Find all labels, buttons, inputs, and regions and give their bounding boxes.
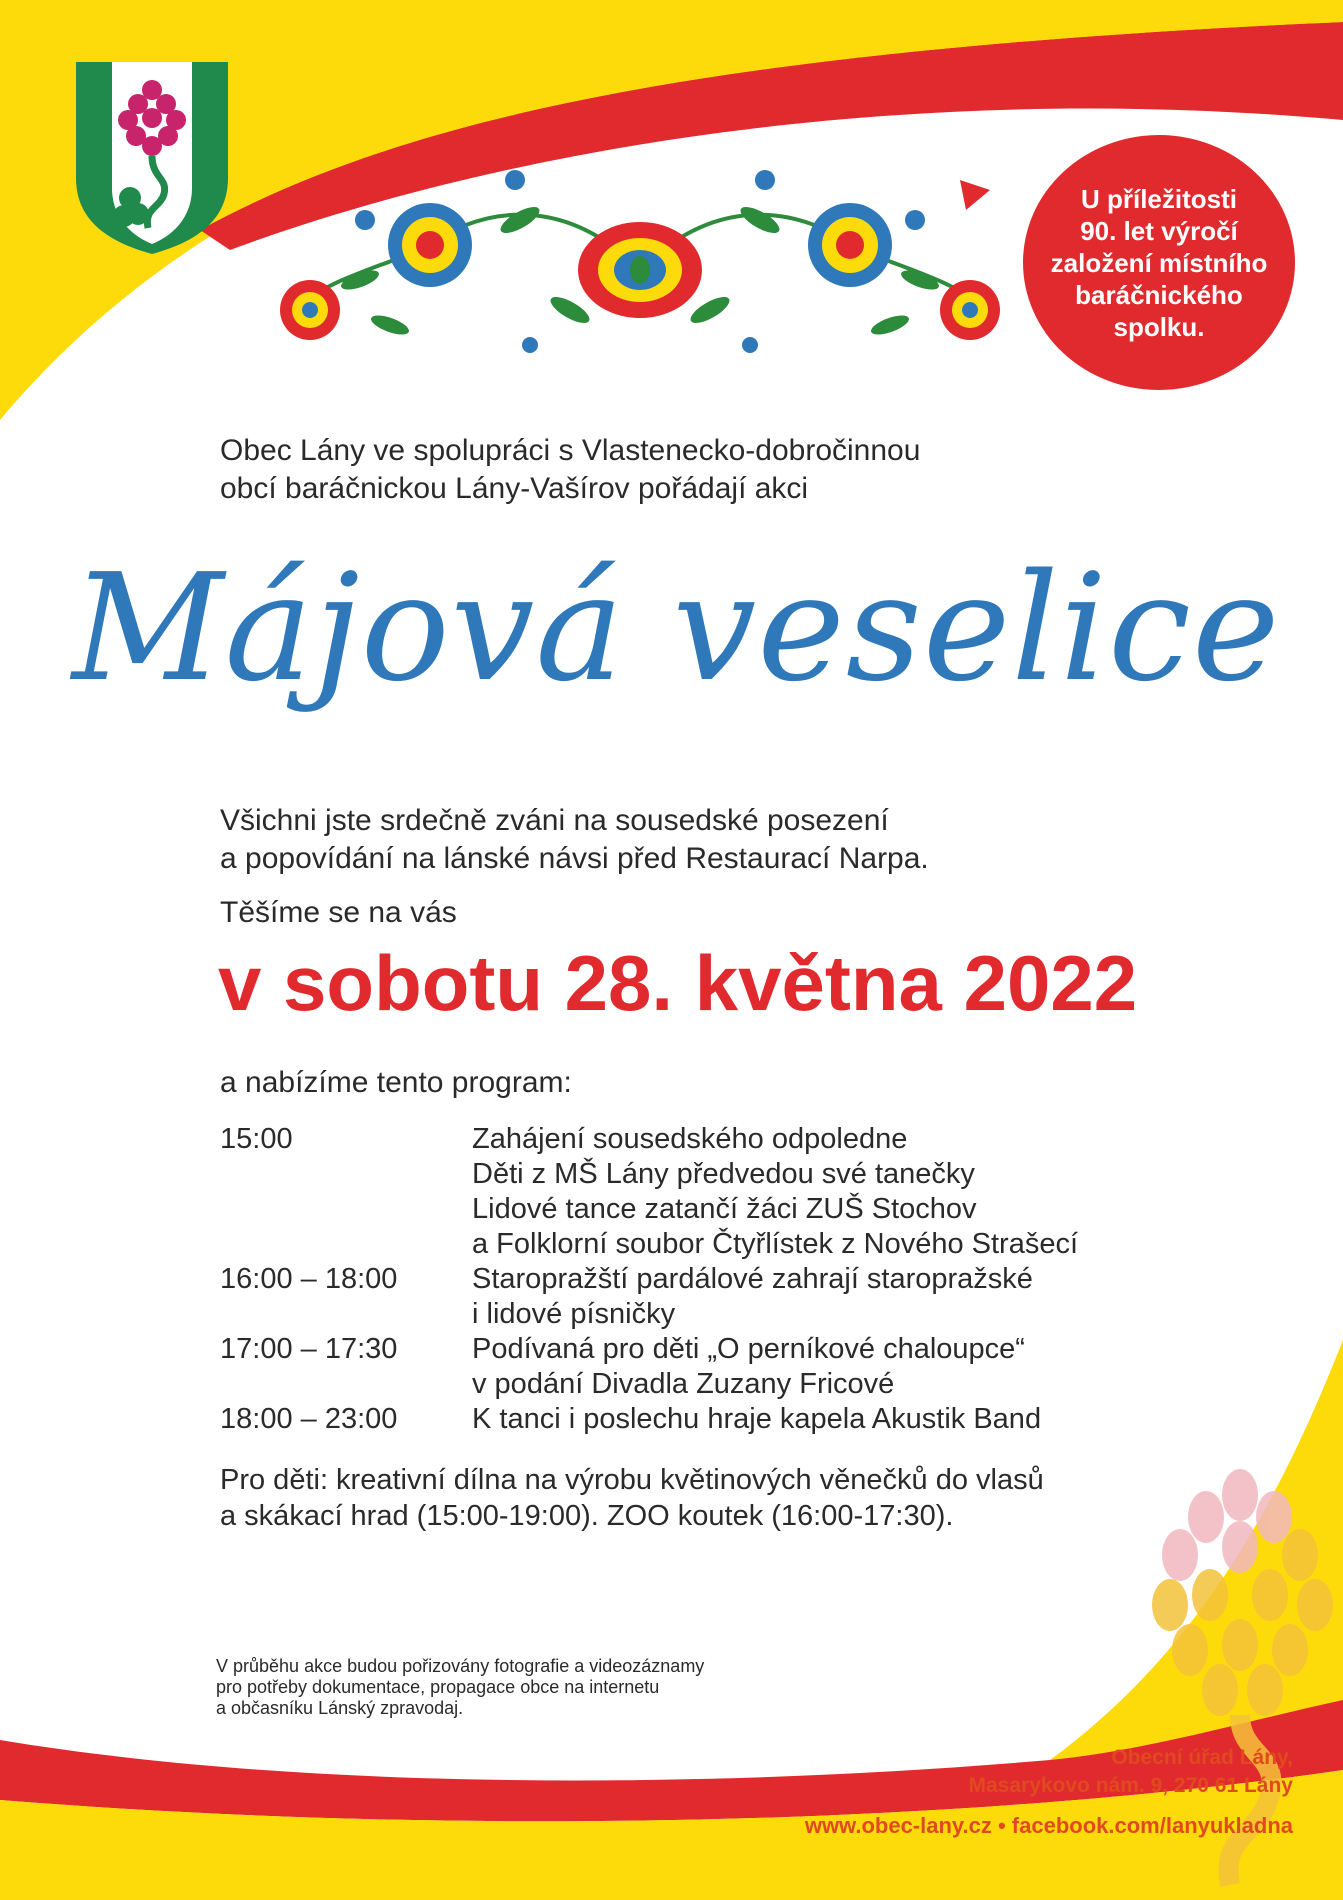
program-list bbox=[220, 1122, 1220, 1437]
badge-line: spolku. bbox=[1113, 311, 1205, 342]
badge-line: založení místního bbox=[1050, 247, 1268, 278]
program-time: 16:00 – 18:00 bbox=[220, 1263, 398, 1295]
event-title: Májová veselice bbox=[72, 542, 1281, 714]
intro-line-2: obcí baráčnickou Lány-Vašírov pořádají akci bbox=[220, 472, 809, 505]
badge-line: baráčnického bbox=[1075, 279, 1243, 310]
invitation-text bbox=[220, 802, 1120, 878]
program-time: 17:00 – 17:30 bbox=[220, 1333, 398, 1365]
program-line: a Folklorní soubor Čtyřlístek z Nového Strašecí bbox=[472, 1228, 1079, 1260]
intro-text bbox=[220, 432, 1120, 508]
photo-notice bbox=[216, 1656, 856, 1719]
note-line-3: a občasníku Lánský zpravodaj. bbox=[216, 1698, 464, 1718]
invite-line-2: a popovídání na lánské návsi před Restaurací Narpa. bbox=[220, 842, 929, 875]
kids-line-1: Pro děti: kreativní dílna na výrobu květinových věnečků do vlasů bbox=[220, 1464, 1044, 1496]
program-line: Děti z MŠ Lány předvedou své tanečky bbox=[472, 1158, 975, 1190]
intro-line-1: Obec Lány ve spolupráci s Vlastenecko-dobročinnou bbox=[220, 434, 921, 467]
clover-crest-icon bbox=[72, 58, 232, 256]
program-description bbox=[472, 1122, 1220, 1262]
program-description bbox=[472, 1332, 1220, 1402]
program-description bbox=[472, 1402, 1220, 1437]
looking-forward-text: Těšíme se na vás bbox=[220, 896, 457, 929]
program-time: 18:00 – 23:00 bbox=[220, 1403, 398, 1435]
program-line: K tanci i poslechu hraje kapela Akustik Band bbox=[472, 1403, 1042, 1435]
program-line: Zahájení sousedského odpoledne bbox=[472, 1123, 908, 1155]
program-time: 15:00 bbox=[220, 1123, 293, 1155]
program-line: Podívaná pro děti „O perníkové chaloupce“ bbox=[472, 1333, 1025, 1365]
program-item bbox=[220, 1122, 1220, 1262]
program-line: i lidové písničky bbox=[472, 1298, 676, 1330]
anniversary-badge bbox=[1023, 135, 1295, 390]
program-description bbox=[472, 1262, 1220, 1332]
note-line-1: V průběhu akce budou pořizovány fotografie a videozáznamy bbox=[216, 1656, 705, 1676]
program-item bbox=[220, 1332, 1220, 1402]
folk-flower-ornament bbox=[270, 160, 1010, 360]
program-lead: a nabízíme tento program: bbox=[220, 1066, 572, 1099]
contact-address bbox=[968, 1744, 1293, 1800]
web-links[interactable]: www.obec-lany.cz • facebook.com/lanyukladna bbox=[804, 1813, 1293, 1838]
program-item bbox=[220, 1402, 1220, 1437]
program-line: Staropražští pardálové zahrají staropražské bbox=[472, 1263, 1033, 1295]
note-line-2: pro potřeby dokumentace, propagace obce na internetu bbox=[216, 1677, 660, 1697]
kids-activities bbox=[220, 1462, 1220, 1534]
program-line: v podání Divadla Zuzany Fricové bbox=[472, 1368, 895, 1400]
contact-line-1: Obecní úřad Lány, bbox=[1111, 1746, 1293, 1769]
program-item bbox=[220, 1262, 1220, 1332]
invite-line-1: Všichni jste srdečně zváni na sousedské posezení bbox=[220, 804, 889, 837]
kids-line-2: a skákací hrad (15:00-19:00). ZOO koutek (16:00-17:30). bbox=[220, 1500, 954, 1532]
badge-line: U příležitosti bbox=[1080, 183, 1237, 214]
program-line: Lidové tance zatančí žáci ZUŠ Stochov bbox=[472, 1193, 977, 1225]
event-date: v sobotu 28. května 2022 bbox=[218, 939, 1138, 1027]
contact-line-2: Masarykovo nám. 9, 270 61 Lány bbox=[968, 1774, 1293, 1797]
badge-line: 90. let výročí bbox=[1080, 215, 1238, 246]
